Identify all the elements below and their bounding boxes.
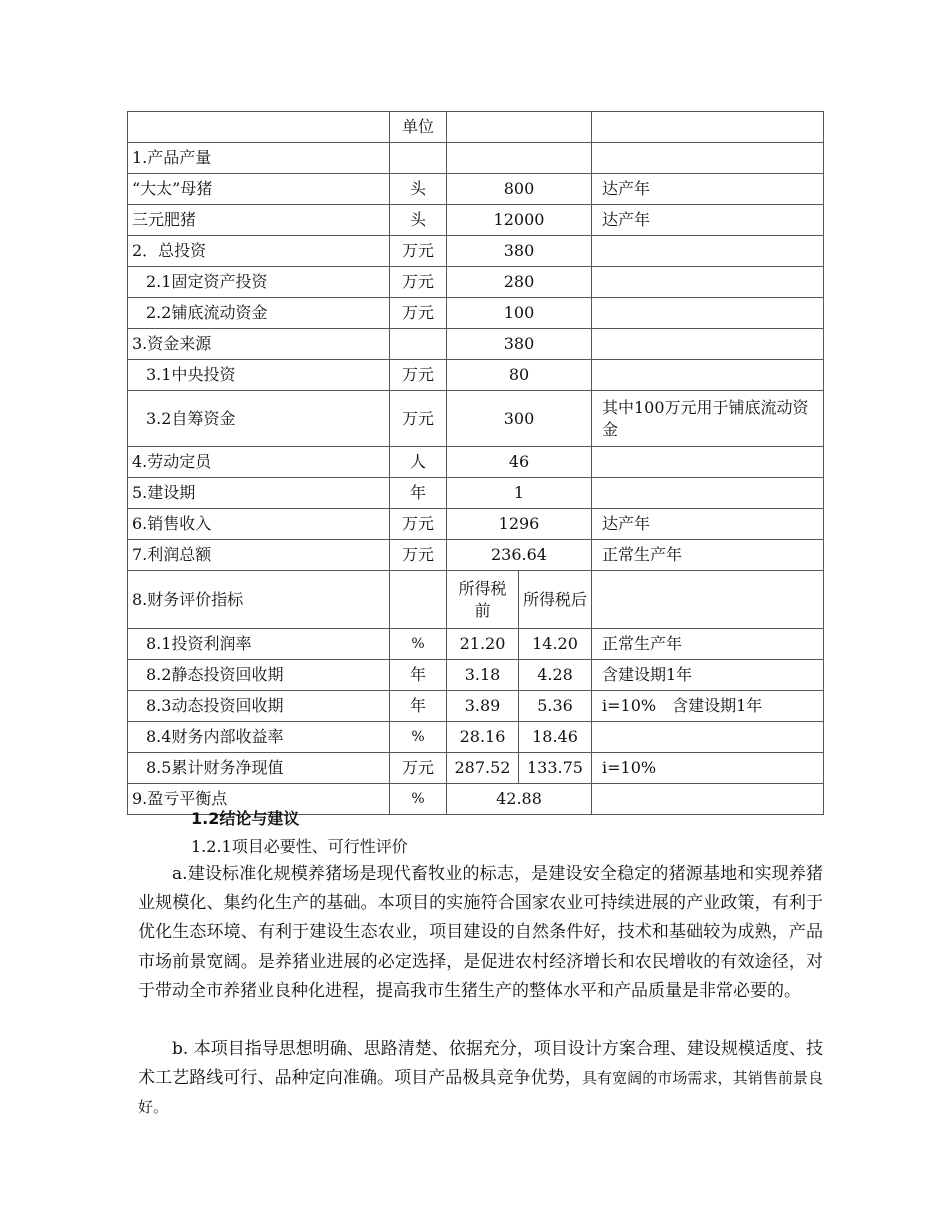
paragraph-b <box>138 1035 823 1123</box>
row-value: 1296 <box>447 509 592 540</box>
row-value: 80 <box>447 360 592 391</box>
table-row <box>128 660 824 691</box>
row-label: 三元肥猪 <box>128 205 390 236</box>
row-note <box>592 298 824 329</box>
table-header-row <box>128 112 824 143</box>
row-unit <box>390 329 447 360</box>
row-unit: 万元 <box>390 267 447 298</box>
row-value: 236.64 <box>447 540 592 571</box>
row-note: i=10% <box>592 753 824 784</box>
paragraph-a: a.建设标准化规模养猪场是现代畜牧业的标志，是建设安全稳定的猪源基地和实现养猪业规模化、集约化生产的基础。本项目的实施符合国家农业可持续进展的产业政策，有利于优化生态环境、有利于建设生态农业，项目建设的自然条件好，技术和基础较为成熟，产品市场前景宽阔。是养猪业进展的必定选择，是促进农村经济增长和农民增收的有效途径，对于带动全市养猪业良种化进程，提高我市生猪生产的整体水平和产品质量是非常必要的。 <box>138 864 823 1001</box>
row-value: 12000 <box>447 205 592 236</box>
row-unit <box>390 143 447 174</box>
table-row <box>128 143 824 174</box>
row-unit: 万元 <box>390 298 447 329</box>
row-post-tax: 14.20 <box>519 629 592 660</box>
row-note: 含建设期1年 <box>592 660 824 691</box>
row-unit: 头 <box>390 174 447 205</box>
row-note: 正常生产年 <box>592 540 824 571</box>
row-value: 380 <box>447 236 592 267</box>
row-unit: 年 <box>390 660 447 691</box>
row-unit: 万元 <box>390 540 447 571</box>
row-unit: 头 <box>390 205 447 236</box>
row-note <box>592 784 824 815</box>
row-post-tax: 5.36 <box>519 691 592 722</box>
paragraph-b-main: b. 本项目指导思想明确、思路清楚、依据充分，项目设计方案合理、建设规模适度、技术工艺路线可行、品种定向准确。项目产品极具竞争优势， <box>138 1039 823 1089</box>
table-row <box>128 267 824 298</box>
row-value: 800 <box>447 174 592 205</box>
row-unit: 万元 <box>390 509 447 540</box>
row-value: 300 <box>447 391 592 447</box>
row-pre-tax: 3.18 <box>447 660 519 691</box>
row-pre-tax: 28.16 <box>447 722 519 753</box>
row-label: 5.建设期 <box>128 478 390 509</box>
table-row <box>128 236 824 267</box>
row-note: 达产年 <box>592 509 824 540</box>
table-row <box>128 509 824 540</box>
row-unit: % <box>390 722 447 753</box>
row-value: 100 <box>447 298 592 329</box>
row-note <box>592 447 824 478</box>
pre-tax-header: 所得税前 <box>447 571 519 629</box>
unit-header: 单位 <box>390 112 447 143</box>
row-label: 3.1中央投资 <box>128 360 390 391</box>
row-label: 8.5累计财务净现值 <box>128 753 390 784</box>
row-label: 8.财务评价指标 <box>128 571 390 629</box>
row-label: 8.1投资利润率 <box>128 629 390 660</box>
row-unit: 人 <box>390 447 447 478</box>
section-title: 1.2结论与建议 <box>191 809 300 828</box>
row-unit <box>390 571 447 629</box>
row-unit: 万元 <box>390 360 447 391</box>
row-label: 2.2铺底流动资金 <box>128 298 390 329</box>
row-label: 3.资金来源 <box>128 329 390 360</box>
row-note <box>592 360 824 391</box>
row-post-tax: 133.75 <box>519 753 592 784</box>
row-pre-tax: 3.89 <box>447 691 519 722</box>
row-unit: 年 <box>390 478 447 509</box>
financial-header-row <box>128 571 824 629</box>
table-row <box>128 391 824 447</box>
row-value <box>447 143 592 174</box>
row-label: 8.3动态投资回收期 <box>128 691 390 722</box>
row-value: 1 <box>447 478 592 509</box>
row-label: “大太”母猪 <box>128 174 390 205</box>
paragraph-b-tail: 具有宽阔的市场需求，其销售前景良好。 <box>138 1069 823 1117</box>
row-label: 9.盈亏平衡点 <box>128 784 390 815</box>
row-note: 正常生产年 <box>592 629 824 660</box>
row-value: 46 <box>447 447 592 478</box>
table-row <box>128 691 824 722</box>
row-note <box>592 571 824 629</box>
table-row <box>128 329 824 360</box>
row-unit: % <box>390 784 447 815</box>
row-note: 达产年 <box>592 174 824 205</box>
row-note: 达产年 <box>592 205 824 236</box>
row-pre-tax: 21.20 <box>447 629 519 660</box>
row-note <box>592 478 824 509</box>
row-unit: 万元 <box>390 236 447 267</box>
row-note: i=10% 含建设期1年 <box>592 691 824 722</box>
subsection-title: 1.2.1项目必要性、可行性评价 <box>191 837 408 856</box>
table-row <box>128 629 824 660</box>
row-note <box>592 329 824 360</box>
row-label: 1.产品产量 <box>128 143 390 174</box>
row-label: 8.2静态投资回收期 <box>128 660 390 691</box>
row-pre-tax: 287.52 <box>447 753 519 784</box>
row-label: 7.利润总额 <box>128 540 390 571</box>
table-row <box>128 722 824 753</box>
post-tax-header: 所得税后 <box>519 571 592 629</box>
table-row <box>128 298 824 329</box>
table-row <box>128 447 824 478</box>
table-cell <box>592 112 824 143</box>
row-post-tax: 4.28 <box>519 660 592 691</box>
row-unit: % <box>390 629 447 660</box>
table-row <box>128 174 824 205</box>
table-cell <box>128 112 390 143</box>
row-note <box>592 236 824 267</box>
row-unit: 万元 <box>390 391 447 447</box>
row-value: 280 <box>447 267 592 298</box>
table-row <box>128 205 824 236</box>
row-unit: 年 <box>390 691 447 722</box>
row-label: 3.2自筹资金 <box>128 391 390 447</box>
table-cell <box>447 112 592 143</box>
row-label: 2．总投资 <box>128 236 390 267</box>
row-note <box>592 267 824 298</box>
row-note: 其中100万元用于铺底流动资金 <box>592 391 824 447</box>
row-note <box>592 143 824 174</box>
row-label: 2.1固定资产投资 <box>128 267 390 298</box>
row-value: 380 <box>447 329 592 360</box>
row-label: 8.4财务内部收益率 <box>128 722 390 753</box>
table-row <box>128 753 824 784</box>
row-label: 4.劳动定员 <box>128 447 390 478</box>
row-value: 42.88 <box>447 784 592 815</box>
row-unit: 万元 <box>390 753 447 784</box>
table-row <box>128 478 824 509</box>
table-row <box>128 540 824 571</box>
row-note <box>592 722 824 753</box>
row-label: 6.销售收入 <box>128 509 390 540</box>
row-post-tax: 18.46 <box>519 722 592 753</box>
project-indicators-table <box>127 111 824 815</box>
table-row <box>128 360 824 391</box>
